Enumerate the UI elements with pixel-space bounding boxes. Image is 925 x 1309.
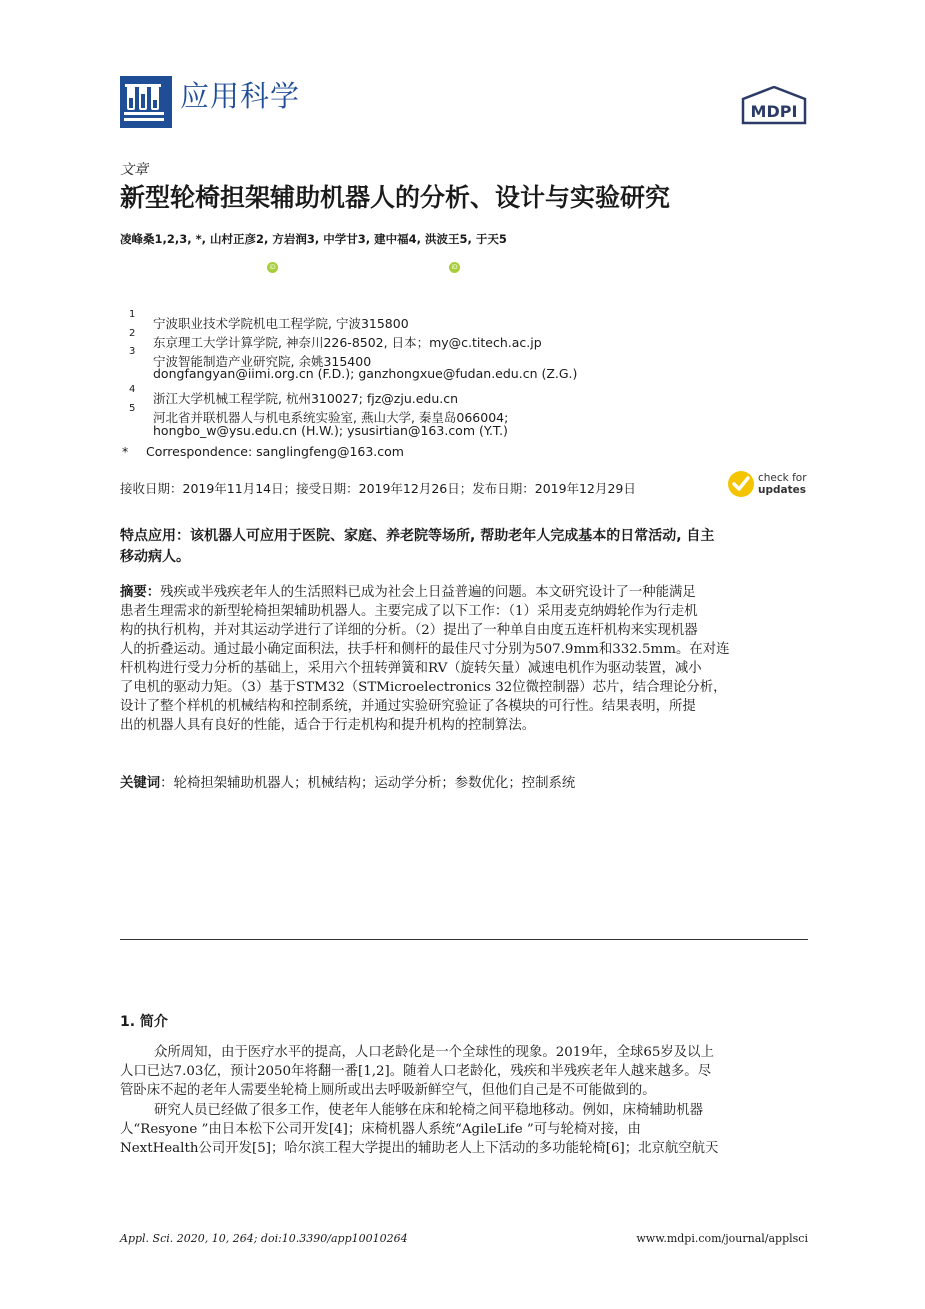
feature-application-line: 移动病人。 [120,549,190,565]
article-title: 新型轮椅担架辅助机器人的分析、设计与实验研究 [120,183,671,212]
abstract-line: 杆机构进行受力分析的基础上，采用六个扭转弹簧和RV（旋转矢量）减速电机作为驱动装置，减小 [120,661,702,676]
affiliation-text: 宁波职业技术学院机电工程学院, 宁波315800 [153,316,409,331]
citation-footer: Appl. Sci. 2020, 10, 264; doi:10.3390/app10010264 [120,1232,408,1245]
check-circle-icon [727,470,755,498]
affiliation-text: 宁波智能制造产业研究院, 余姚315400 [153,354,372,369]
section-divider [120,939,808,940]
paragraph [120,1043,808,1100]
abstract-label: 摘要： [120,585,161,600]
abstract-line: 人的折叠运动。通过最小确定面积法，扶手杆和侧杆的最佳尺寸分别为507.9mm和332.5mm。在对连 [120,642,730,657]
journal-logo-icon [120,76,172,128]
affiliation-text: 东京理工大学计算学院, 神奈川226-8502, 日本；my@c.titech.ac.jp [153,335,542,350]
journal-url[interactable]: www.mdpi.com/journal/applsci [636,1232,808,1245]
affiliation-number: 2 [129,328,136,339]
affiliation-number: 1 [129,309,136,320]
abstract-line: 了电机的驱动力矩。（3）基于STM32（STMicroelectronics 32位微控制器）芯片，结合理论分析， [120,680,727,695]
orcid-icon[interactable]: iD [449,262,460,273]
abstract-line: 残疾或半残疾老年人的生活照料已成为社会上日益普遍的问题。本文研究设计了一种能满足 [160,585,696,600]
affiliation-text: dongfangyan@iimi.org.cn (F.D.); ganzhongxue@fudan.edu.cn (Z.G.) [153,366,578,381]
updates-text: updates [758,484,806,496]
journal-name: 应用科学 [180,79,301,113]
check-for-text: check for [758,472,807,484]
affiliation-number: 3 [129,346,136,357]
section-heading: 1. 简介 [120,1014,168,1030]
paragraph-line: 众所周知，由于医疗水平的提高，人口老龄化是一个全球性的现象。2019年，全球65岁及以上 [154,1045,714,1060]
abstract-line: 出的机器人具有良好的性能，适合于行走机构和提升机构的控制算法。 [120,718,536,733]
affiliation-text: 河北省并联机器人与机电系统实验室, 燕山大学, 秦皇岛066004; [153,410,509,425]
author-list: 凌峰桑1,2,3, *, 山村正彦2, 方岩润3, 中学甘3, 建中福4, 洪波王5, 于天5 [120,232,507,246]
mdpi-logo [741,86,807,126]
mdpi-logo-text: MDPI [750,102,798,121]
affiliation-number: 5 [129,403,136,414]
orcid-icon[interactable]: iD [267,262,278,273]
affiliation-number: 4 [129,384,136,395]
feature-application-line: 该机器人可应用于医院、家庭、养老院等场所, 帮助老年人完成基本的日常活动, 自主 [190,528,715,544]
paragraph-line: 研究人员已经做了很多工作，使老年人能够在床和轮椅之间平稳地移动。例如，床椅辅助机器 [154,1103,704,1118]
check-for-updates-badge[interactable] [727,470,809,500]
affiliation-text: 浙江大学机械工程学院, 杭州310027; fjz@zju.edu.cn [153,391,459,406]
feature-application [120,526,808,568]
abstract-line: 构的执行机构，并对其运动学进行了详细的分析。（2）提出了一种单自由度五连杆机构来实现机器 [120,623,698,638]
abstract-line: 患者生理需求的新型轮椅担架辅助机器人。主要完成了以下工作：（1）采用麦克纳姆轮作为行走机 [120,604,698,619]
keywords-label: 关键词 [120,776,161,791]
feature-application-label: 特点应用： [120,528,190,544]
correspondence-text: Correspondence: sanglingfeng@163.com [146,444,404,459]
abstract-line: 设计了整个样机的机械结构和控制系统，并通过实验研究验证了各模块的可行性。结果表明，所提 [120,699,696,714]
affiliation-text: hongbo_w@ysu.edu.cn (H.W.); ysusirtian@163.com (Y.T.) [153,423,508,438]
paragraph-line: 人口已达7.03亿，预计2050年将翻一番[1,2]。随着人口老龄化，残疾和半残疾老年人越来越多。尽 [120,1064,712,1079]
keywords-text: ：轮椅担架辅助机器人；机械结构；运动学分析；参数优化；控制系统 [160,776,576,791]
paragraph [120,1101,808,1158]
correspondence-mark: * [122,444,129,459]
paragraph-line: NextHealth公司开发[5]；哈尔滨工程大学提出的辅助老人上下活动的多功能轮椅[6]；北京航空航天 [120,1141,719,1156]
abstract [120,583,808,735]
paragraph-line: 人“Resyone ”由日本松下公司开发[4]；床椅机器人系统“AgileLife ”可与轮椅对接，由 [120,1122,641,1137]
keywords [120,772,575,791]
article-type: 文章 [120,162,148,178]
paragraph-line: 管卧床不起的老年人需要坐轮椅上厕所或出去呼吸新鲜空气，但他们自己是不可能做到的。 [120,1083,656,1098]
publication-dates: 接收日期：2019年11月14日；接受日期：2019年12月26日；发布日期：2019年12月29日 [120,481,636,496]
